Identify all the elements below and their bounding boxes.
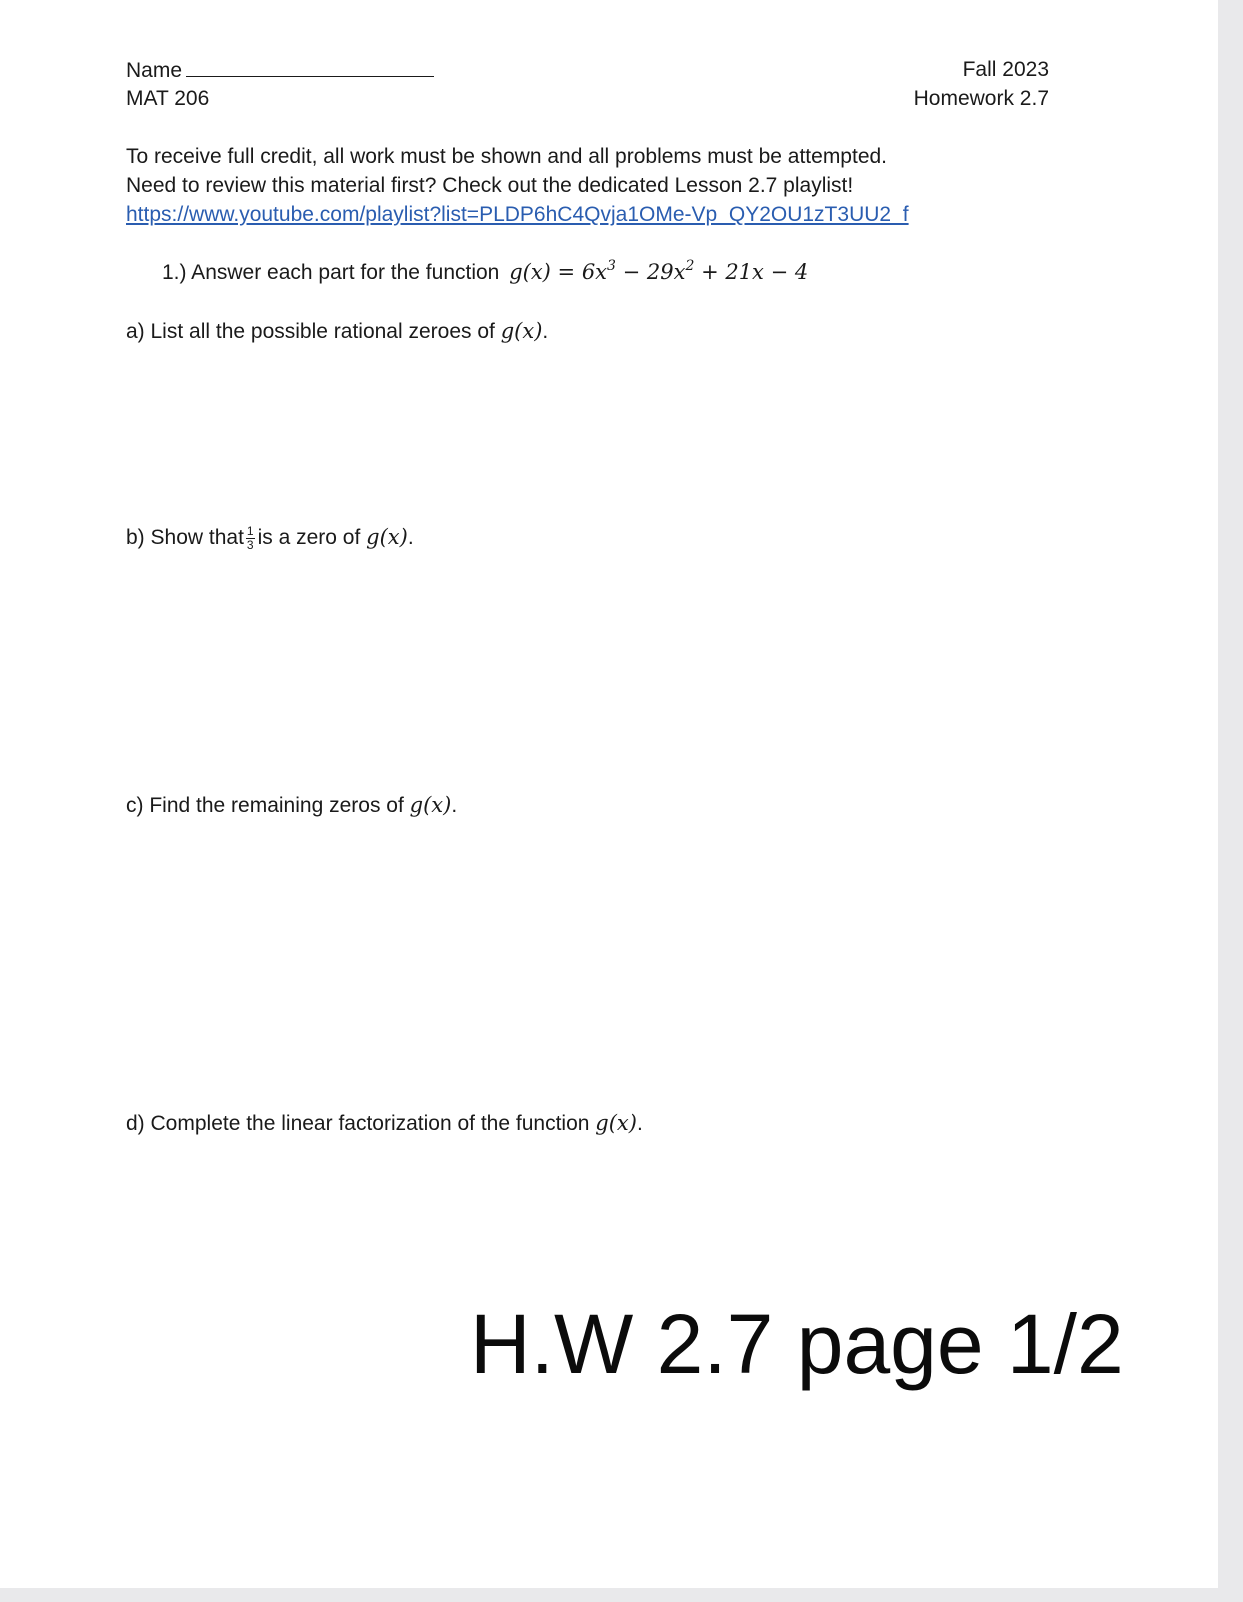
function-rest: + 21x − 4 <box>694 260 809 284</box>
part-c <box>126 793 457 818</box>
part-c-period: . <box>451 794 458 817</box>
course-code: MAT 206 <box>126 87 210 110</box>
playlist-link[interactable]: https://www.youtube.com/playlist?list=PLDP6hC4Qvja1OMe-Vp_QY2OU1zT3UU2_f <box>126 203 909 226</box>
part-d-text: d) Complete the linear factorization of the function <box>126 1112 590 1135</box>
function-mid: − 29x <box>615 260 686 284</box>
problem-1-intro <box>162 260 808 285</box>
part-b-text-after: is a zero of <box>257 526 361 550</box>
one-third-fraction <box>246 525 255 552</box>
name-field <box>126 58 434 83</box>
part-d-function: g(x) <box>595 1111 637 1135</box>
function-definition <box>509 260 808 284</box>
name-blank-line <box>186 58 434 77</box>
page-annotation: H.W 2.7 page 1/2 <box>470 1297 1124 1391</box>
instructions-line-2: Need to review this material first? Check out the dedicated Lesson 2.7 playlist! <box>126 174 854 197</box>
part-a-text: a) List all the possible rational zeroes of <box>126 320 495 343</box>
name-label: Name <box>126 59 183 82</box>
part-b-function: g(x) <box>366 525 408 550</box>
fraction-denominator: 3 <box>246 538 254 552</box>
problem-1-intro-text: 1.) Answer each part for the function <box>162 261 500 284</box>
function-exp-3: 3 <box>607 258 616 274</box>
part-c-text: c) Find the remaining zeros of <box>126 794 404 817</box>
part-a <box>126 319 548 344</box>
function-lhs: g(x) = 6x <box>509 260 608 284</box>
part-c-function: g(x) <box>409 793 452 817</box>
term: Fall 2023 <box>962 58 1049 81</box>
part-d <box>126 1111 643 1136</box>
part-b <box>126 525 414 552</box>
part-b-period: . <box>407 526 414 550</box>
instructions-line-1: To receive full credit, all work must be shown and all problems must be attempted. <box>126 145 888 168</box>
part-d-period: . <box>636 1112 643 1135</box>
function-exp-2: 2 <box>685 258 695 274</box>
part-a-function: g(x) <box>500 319 543 343</box>
fraction-numerator: 1 <box>246 524 254 538</box>
assignment-title: Homework 2.7 <box>913 87 1049 110</box>
part-b-text-before: b) Show that <box>126 526 244 550</box>
part-a-period: . <box>542 320 549 343</box>
